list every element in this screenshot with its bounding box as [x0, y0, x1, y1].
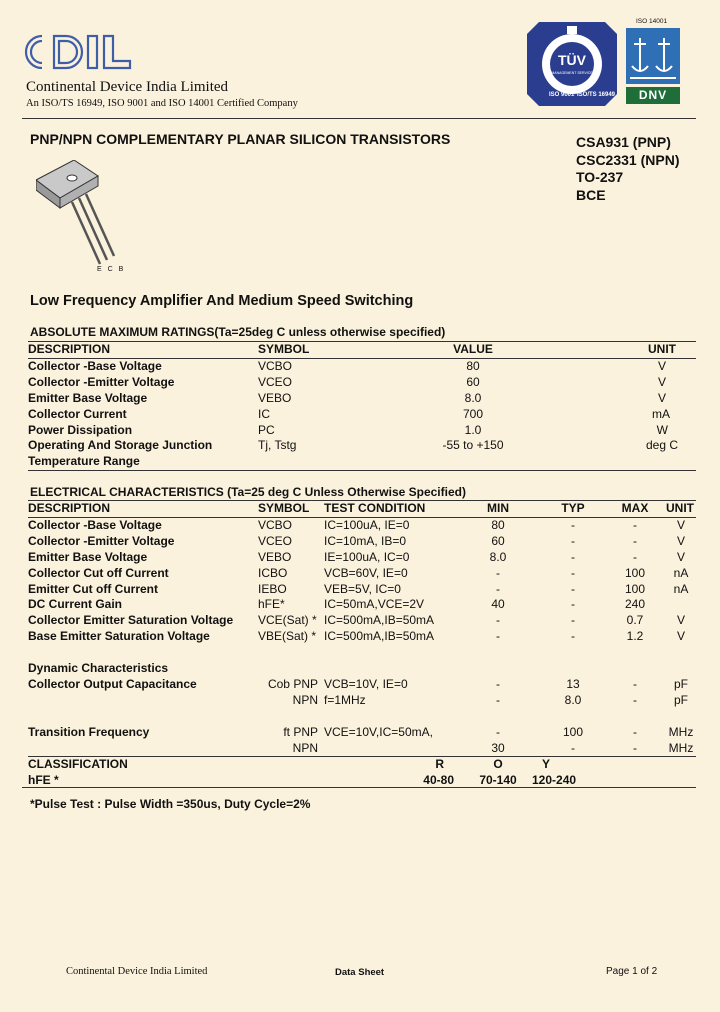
table-row [28, 375, 696, 391]
description: Collector Output Capacitance [28, 676, 197, 691]
table-row [28, 597, 696, 613]
test-condition: IC=500mA,IB=50mA [324, 613, 435, 628]
test-condition [324, 741, 454, 757]
unit: V [676, 517, 685, 532]
description: Operating And Storage Junction [28, 438, 213, 453]
col-symbol: SYMBOL [258, 342, 388, 359]
description: Collector -Emitter Voltage [28, 533, 175, 548]
table-row [28, 582, 696, 598]
certification-text: An ISO/TS 16949, ISO 9001 and ISO 14001 Certified Company [26, 98, 298, 109]
table-row [28, 534, 696, 550]
table-row [28, 517, 696, 533]
part-csa931: CSA931 (PNP) [576, 134, 671, 150]
table-row [28, 566, 696, 582]
unit [666, 709, 696, 725]
symbol [258, 454, 388, 470]
symbol: VEBO [258, 390, 292, 405]
symbol: VEBO [258, 549, 292, 564]
unit: V [676, 549, 685, 564]
symbol: ICBO [258, 565, 288, 580]
test-condition: VCE=10V,IC=50mA, [324, 724, 433, 739]
dnv-logo: DNV [626, 87, 680, 104]
min: - [496, 629, 500, 644]
pin-order: BCE [576, 187, 606, 203]
unit: V [657, 358, 666, 373]
footer-company: Continental Device India Limited [66, 966, 208, 977]
table-row [28, 613, 696, 629]
abs-max-title: ABSOLUTE MAXIMUM RATINGS(Ta=25deg C unless otherwise specified) [30, 325, 446, 339]
description: Emitter Cut off Current [28, 581, 158, 596]
test-condition: VCB=10V, IE=0 [324, 676, 408, 691]
company-name: Continental Device India Limited [26, 79, 229, 95]
symbol [258, 709, 324, 725]
description: Power Dissipation [28, 422, 133, 437]
max [604, 709, 666, 725]
range-y: 120-240 [532, 773, 577, 788]
svg-text:MANAGEMENT SERVICE: MANAGEMENT SERVICE [551, 71, 593, 75]
col-unit: UNIT [666, 501, 696, 518]
unit: V [676, 533, 685, 548]
max: - [633, 549, 637, 564]
classification-rule [22, 787, 696, 788]
pulse-test-note: *Pulse Test : Pulse Width =350us, Duty Cycle=2% [30, 797, 311, 811]
description [28, 709, 258, 725]
symbol: ft PNP [283, 724, 318, 739]
typ: - [571, 629, 575, 644]
min: 30 [491, 740, 505, 755]
symbol: NPN [292, 692, 318, 707]
test-condition: IC=100uA, IE=0 [324, 517, 410, 532]
table-row [28, 629, 696, 645]
unit: pF [673, 676, 688, 691]
to237-package-image [36, 160, 126, 275]
unit: V [676, 629, 685, 644]
min: - [496, 581, 500, 596]
min: 40 [491, 597, 505, 612]
unit: nA [673, 581, 689, 596]
description: Collector Cut off Current [28, 565, 169, 580]
table-header [28, 342, 696, 359]
header-rule [22, 118, 696, 119]
table-row [28, 391, 696, 407]
min: - [496, 692, 500, 707]
grade-o: O [493, 757, 503, 772]
unit: V [657, 390, 666, 405]
hfe-label: hFE * [28, 773, 59, 788]
description: Collector Emitter Saturation Voltage [28, 613, 234, 628]
max: - [633, 676, 637, 691]
description: Base Emitter Saturation Voltage [28, 629, 210, 644]
min: - [496, 724, 500, 739]
svg-text:TÜV: TÜV [558, 52, 586, 68]
table-row [28, 677, 696, 693]
value: 1.0 [464, 422, 482, 437]
elec-table [28, 500, 696, 789]
package-type: TO-237 [576, 169, 624, 185]
iso14001-emblem [626, 28, 680, 89]
max: 0.7 [626, 613, 644, 628]
unit [666, 597, 696, 613]
unit [558, 454, 696, 470]
symbol: VCEO [258, 374, 293, 389]
col-symbol: SYMBOL [258, 501, 324, 518]
test-condition [324, 709, 454, 725]
table-row [28, 693, 696, 709]
unit: V [676, 613, 685, 628]
test-condition: VEB=5V, IC=0 [324, 581, 401, 596]
symbol: VBE(Sat) * [258, 629, 317, 644]
col-max: MAX [604, 501, 666, 518]
dynamic-characteristics-title: Dynamic Characteristics [28, 661, 169, 676]
cdil-logo [22, 30, 134, 79]
table-row [28, 358, 696, 374]
col-description: DESCRIPTION [28, 342, 258, 359]
min: 80 [491, 517, 505, 532]
max: - [633, 533, 637, 548]
unit: MHz [668, 740, 694, 755]
value: 8.0 [464, 390, 482, 405]
table-row [28, 741, 696, 757]
typ: - [571, 565, 575, 580]
test-condition: IC=50mA,VCE=2V [324, 597, 425, 612]
min: - [496, 565, 500, 580]
min [454, 709, 542, 725]
part-csc2331: CSC2331 (NPN) [576, 152, 680, 168]
svg-text:ISO 9001: ISO 9001 [549, 92, 575, 98]
typ: - [571, 613, 575, 628]
iso14001-label: ISO 14001 [636, 18, 668, 25]
description: Emitter Base Voltage [28, 549, 148, 564]
col-min: MIN [454, 501, 542, 518]
test-condition: f=1MHz [324, 692, 366, 707]
table-row [28, 725, 696, 741]
footer-page: Page 1 of 2 [606, 966, 658, 977]
typ: - [571, 533, 575, 548]
symbol: IEBO [258, 581, 287, 596]
description: Collector -Base Voltage [28, 358, 162, 373]
description: Collector -Base Voltage [28, 517, 162, 532]
min: - [496, 613, 500, 628]
dynamic-title-row [28, 661, 696, 677]
description: Transition Frequency [28, 724, 150, 739]
elec-title: ELECTRICAL CHARACTERISTICS (Ta=25 deg C Unless Otherwise Specified) [30, 485, 466, 499]
typ: - [571, 517, 575, 532]
description: Emitter Base Voltage [28, 390, 148, 405]
unit: W [656, 422, 668, 437]
typ [542, 709, 604, 725]
tuv-cert-badge [527, 22, 617, 111]
col-test-condition: TEST CONDITION [324, 501, 454, 518]
max: - [633, 517, 637, 532]
symbol: PC [258, 422, 275, 437]
classification-row [28, 757, 696, 773]
typ: - [571, 740, 575, 755]
description [28, 693, 258, 709]
col-typ: TYP [542, 501, 604, 518]
description [28, 741, 258, 757]
test-condition: IC=500mA,IB=50mA [324, 629, 435, 644]
typ: - [571, 549, 575, 564]
value: 700 [462, 406, 484, 421]
description: DC Current Gain [28, 597, 123, 612]
max: 1.2 [626, 629, 644, 644]
typ: 13 [566, 676, 580, 691]
package-pin-labels: E C B [97, 266, 126, 273]
value: 60 [466, 374, 480, 389]
table-row [28, 423, 696, 439]
table-row [28, 550, 696, 566]
symbol: VCE(Sat) * [258, 613, 317, 628]
table-row [28, 709, 696, 725]
symbol: IC [258, 406, 270, 421]
unit: deg C [645, 438, 678, 453]
max: - [633, 724, 637, 739]
table-row [28, 438, 696, 454]
application-subtitle: Low Frequency Amplifier And Medium Speed Switching [30, 293, 414, 309]
spacer-row [28, 645, 696, 661]
symbol: VCBO [258, 358, 293, 373]
symbol: hFE* [258, 597, 285, 612]
symbol: NPN [292, 740, 318, 755]
test-condition: IC=10mA, IB=0 [324, 533, 407, 548]
range-r: 40-80 [423, 773, 454, 788]
description: Temperature Range [28, 454, 140, 469]
product-title: PNP/NPN COMPLEMENTARY PLANAR SILICON TRANSISTORS [30, 131, 451, 147]
typ: 100 [562, 724, 584, 739]
symbol: VCEO [258, 533, 293, 548]
value [388, 454, 558, 470]
symbol: VCBO [258, 517, 293, 532]
unit: pF [673, 692, 688, 707]
max: - [633, 692, 637, 707]
typ: - [571, 597, 575, 612]
classification-label: CLASSIFICATION [28, 757, 128, 772]
unit: MHz [668, 724, 694, 739]
unit: nA [673, 565, 689, 580]
max: 240 [624, 597, 646, 612]
min: 60 [491, 533, 505, 548]
min: - [496, 676, 500, 691]
max: 100 [624, 565, 646, 580]
grade-y: Y [542, 757, 551, 772]
value: 80 [466, 358, 480, 373]
table-header [28, 501, 696, 518]
col-description: DESCRIPTION [28, 501, 258, 518]
max: - [633, 740, 637, 755]
test-condition: IE=100uA, IC=0 [324, 549, 410, 564]
svg-text:ISO/TS 16949: ISO/TS 16949 [577, 92, 616, 98]
grade-r: R [435, 757, 444, 772]
typ: - [571, 581, 575, 596]
test-condition: VCB=60V, IE=0 [324, 565, 408, 580]
unit: mA [652, 406, 670, 421]
col-value: VALUE [388, 342, 558, 359]
value: -55 to +150 [442, 438, 504, 453]
symbol: Tj, Tstg [258, 438, 297, 453]
range-o: 70-140 [479, 773, 517, 788]
min: 8.0 [489, 549, 507, 564]
typ: 8.0 [564, 692, 582, 707]
description: Collector -Emitter Voltage [28, 374, 175, 389]
footer-doc-type: Data Sheet [335, 967, 385, 978]
description: Collector Current [28, 406, 127, 421]
symbol: Cob PNP [267, 676, 318, 691]
unit: V [657, 374, 666, 389]
table-row [28, 407, 696, 423]
abs-max-table [28, 341, 696, 471]
table-row [28, 454, 696, 470]
spacer [28, 645, 696, 661]
max: 100 [624, 581, 646, 596]
col-unit: UNIT [558, 342, 696, 359]
